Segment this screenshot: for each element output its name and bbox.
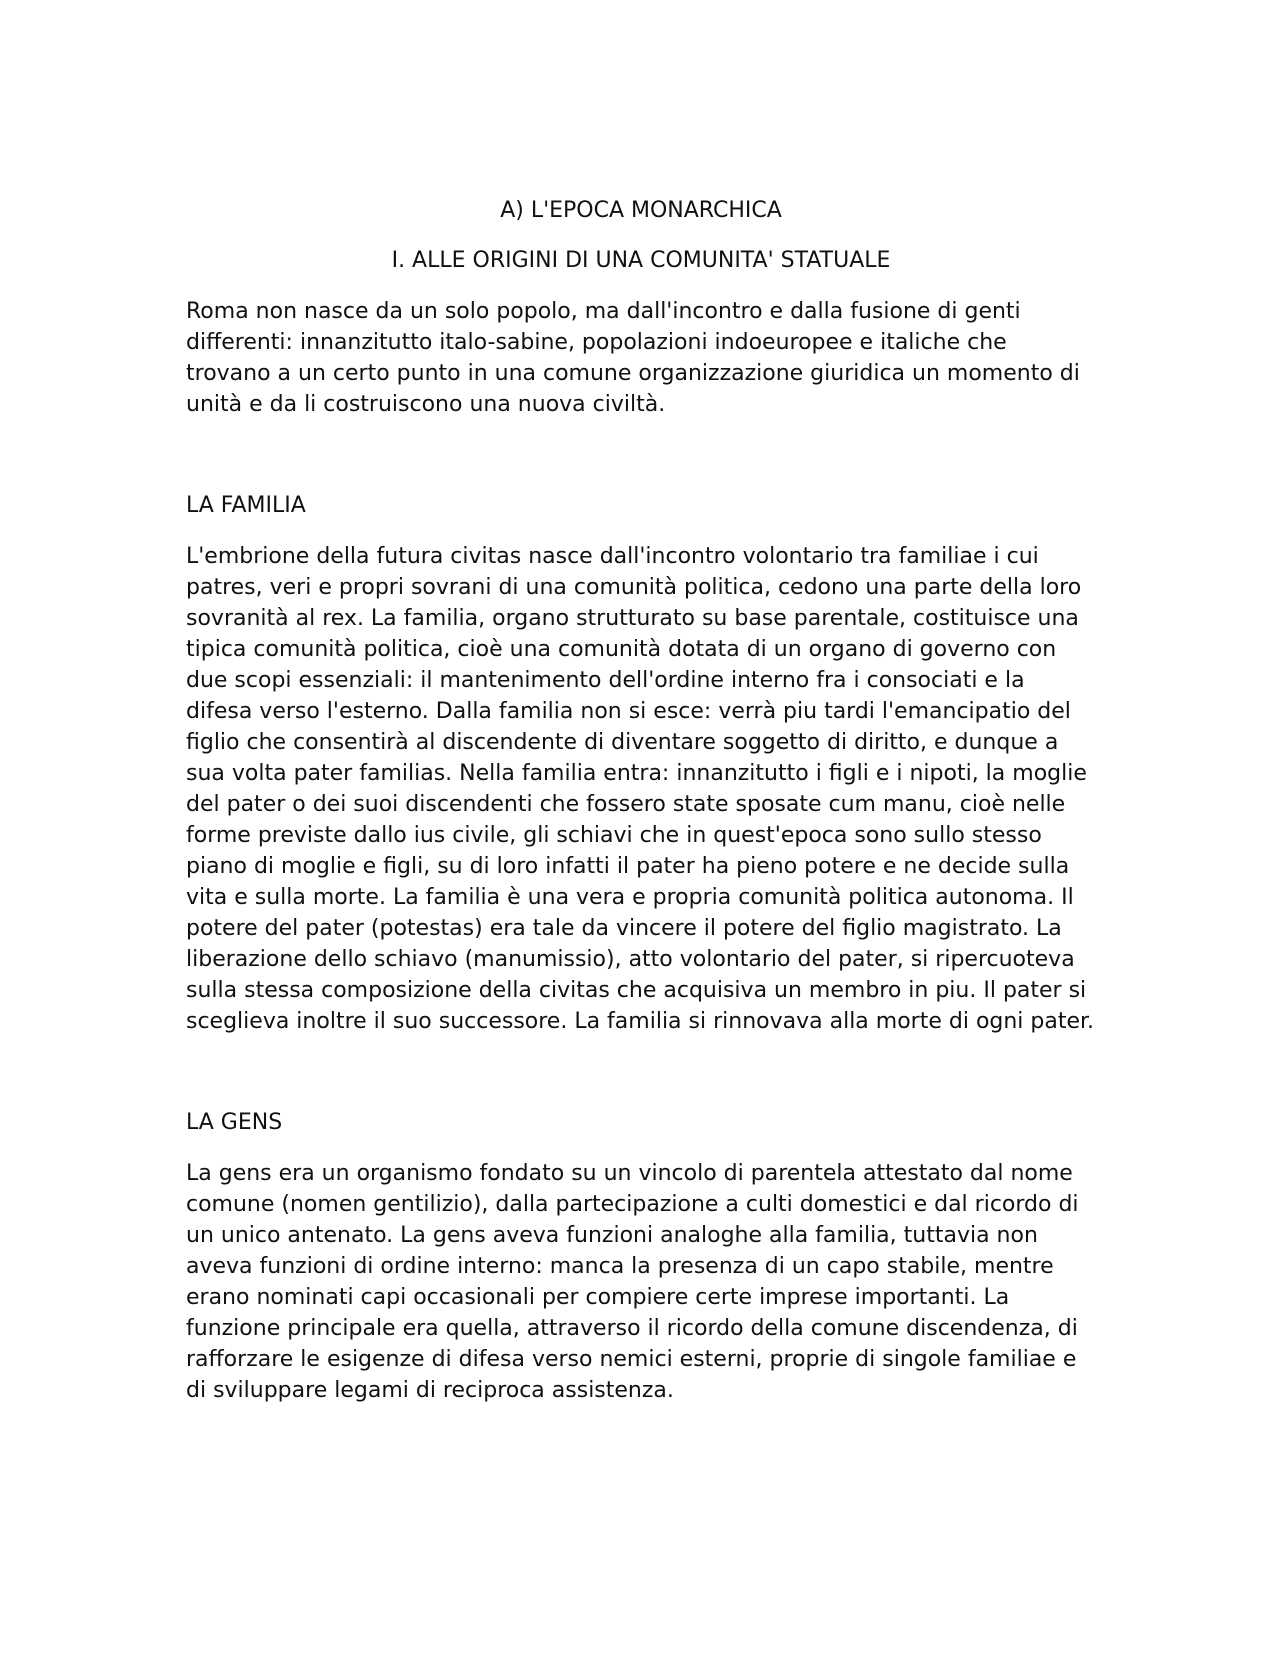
intro-paragraph: Roma non nasce da un solo popolo, ma dall'incontro e dalla fusione di genti differenti: innanzitutto italo-sabine, popolazioni indoeuropee e italiche che trovano a un certo punto in una comune organizzazione giuridica un momento di unità e da li costruiscono una nuova civiltà. xyxy=(186,299,1080,417)
document-title: A) L'EPOCA MONARCHICA xyxy=(500,198,782,223)
section-body-gens: La gens era un organismo fondato su un vincolo di parentela attestato dal nome comune (nomen gentilizio), dalla partecipazione a culti domestici e dal ricordo di un unico antenato. La gens aveva funzioni analoghe alla familia, tuttavia non aveva funzioni di ordine interno: manca la presenza di un capo stabile, mentre erano nominati capi occasionali per compiere certe imprese importanti. La funzione principale era quella, attraverso il ricordo della comune discendenza, di rafforzare le esigenze di difesa verso nemici esterni, proprie di singole familiae e di sviluppare legami di reciproca assistenza. xyxy=(186,1161,1079,1403)
section-body-familia: L'embrione della futura civitas nasce dall'incontro volontario tra familiae i cui patres, veri e propri sovrani di una comunità politica, cedono una parte della loro sovranità al rex. La familia, organo strutturato su base parentale, costituisce una tipica comunità politica, cioè una comunità dotata di un organo di governo con due scopi essenziali: il mantenimento dell'ordine interno fra i consociati e la difesa verso l'esterno. Dalla familia non si esce: verrà piu tardi l'emancipatio del figlio che consentirà al discendente di diventare soggetto di diritto, e dunque a sua volta pater familias. Nella familia entra: innanzitutto i figli e i nipoti, la moglie del pater o dei suoi discendenti che fossero state sposate cum manu, cioè nelle forme previste dallo ius civile, gli schiavi che in quest'epoca sono sullo stesso piano di moglie e figli, su di loro infatti il pater ha pieno potere e ne decide sulla vita e sulla morte. La familia è una vera e propria comunità politica autonoma. Il potere del pater (potestas) era tale da vincere il potere del figlio magistrato. La liberazione dello schiavo (manumissio), atto volontario del pater, si ripercuoteva sulla stessa composizione della civitas che acquisiva un membro in piu. Il pater si sceglieva inoltre il suo successore. La familia si rinnovava alla morte di ogni pater. xyxy=(186,544,1095,1034)
document-content xyxy=(186,196,1096,1406)
chapter-title: I. ALLE ORIGINI DI UNA COMUNITA' STATUALE xyxy=(391,248,891,273)
section-heading-familia: LA FAMILIA xyxy=(186,493,306,518)
section-heading-gens: LA GENS xyxy=(186,1110,283,1135)
